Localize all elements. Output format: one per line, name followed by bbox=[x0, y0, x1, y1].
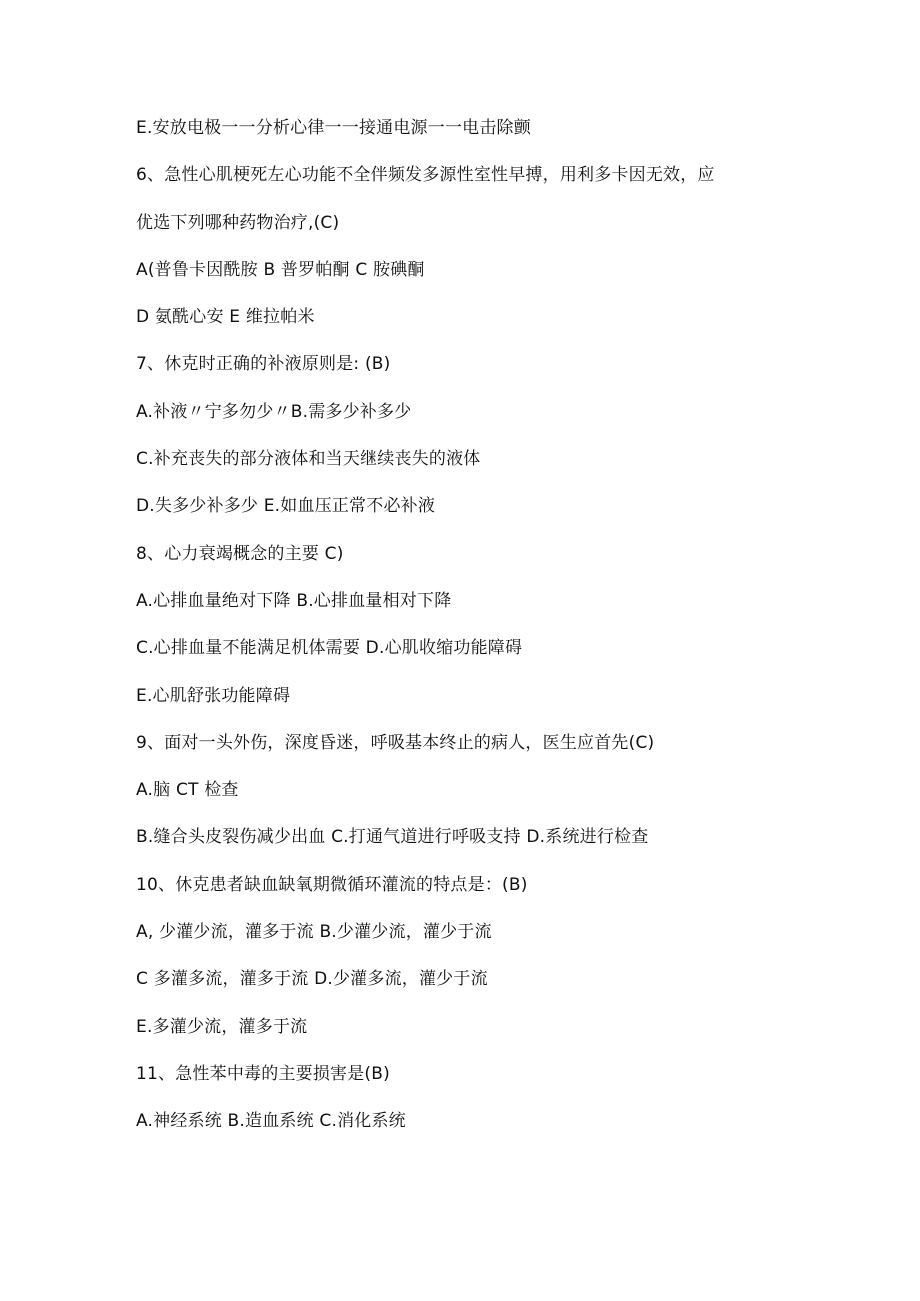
question-line: 10、休克患者缺血缺氧期微循环灌流的特点是：(B) bbox=[136, 874, 528, 895]
answer-option-line: D.失多少补多少 E.如血压正常不必补液 bbox=[136, 496, 436, 517]
answer-option-line: A, 少灌少流，灌多于流 B.少灌少流，灌少于流 bbox=[136, 922, 492, 943]
answer-option-line: E.多灌少流，灌多于流 bbox=[136, 1016, 308, 1037]
answer-option-line: A.神经系统 B.造血系统 C.消化系统 bbox=[136, 1111, 406, 1132]
answer-option-line: B.缝合头皮裂伤减少出血 C.打通气道进行呼吸支持 D.系统进行检查 bbox=[136, 827, 649, 848]
answer-option-line: A(普鲁卡因酰胺 B 普罗帕酮 C 胺碘酮 bbox=[136, 259, 425, 280]
answer-option-line: A.心排血量绝对下降 B.心排血量相对下降 bbox=[136, 590, 452, 611]
answer-option-line: C 多灌多流，灌多于流 D.少灌多流，灌少于流 bbox=[136, 969, 488, 990]
answer-option-line: A.补液〃宁多勿少〃B.需多少补多少 bbox=[136, 401, 412, 422]
question-line: 11、急性苯中毒的主要损害是(B) bbox=[136, 1063, 390, 1084]
answer-option-line: D 氨酰心安 E 维拉帕米 bbox=[136, 307, 315, 328]
question-line: 6、急性心肌梗死左心功能不全伴频发多源性室性早搏，用利多卡因无效，应 bbox=[136, 165, 715, 186]
question-line: 8、心力衰竭概念的主要 C) bbox=[136, 543, 344, 564]
question-line: 9、面对一头外伤，深度昏迷，呼吸基本终止的病人，医生应首先(C) bbox=[136, 732, 655, 753]
question-text-block bbox=[136, 110, 796, 1151]
answer-option-line: A.脑 CT 检查 bbox=[136, 780, 239, 801]
question-line: 优选下列哪种药物治疗,(C) bbox=[136, 212, 340, 233]
answer-option-line: E.安放电极一一分析心律一一接通电源一一电击除颤 bbox=[136, 118, 531, 138]
answer-option-line: E.心肌舒张功能障碍 bbox=[136, 685, 291, 706]
answer-option-line: C.补充丧失的部分液体和当天继续丧失的液体 bbox=[136, 449, 481, 470]
answer-option-line: C.心排血量不能满足机体需要 D.心肌收缩功能障碍 bbox=[136, 638, 523, 659]
question-line: 7、休克时正确的补液原则是: (B) bbox=[136, 354, 391, 375]
